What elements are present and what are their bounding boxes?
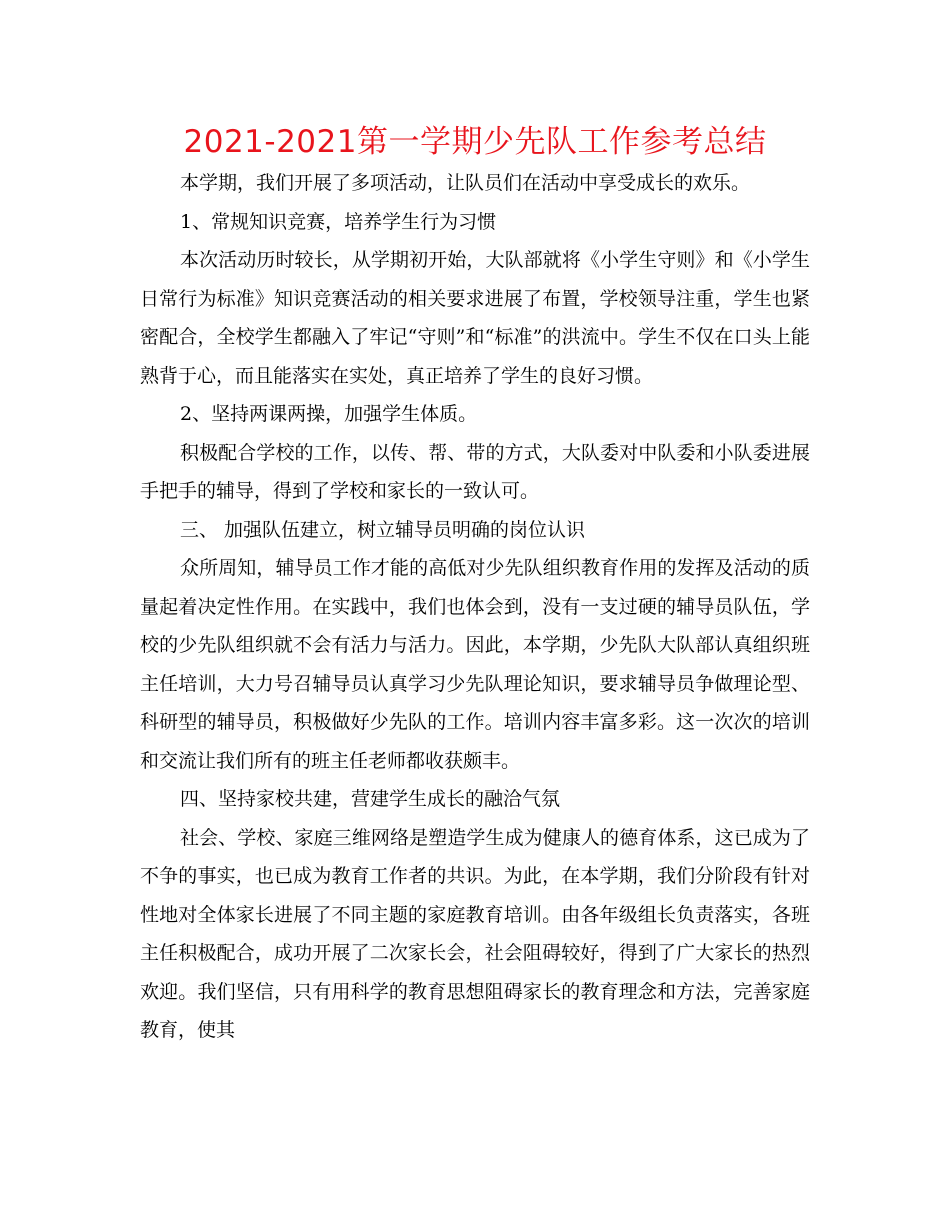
section-heading-1: 1、常规知识竞赛，培养学生行为习惯 [180,210,497,233]
document-body [140,164,810,1050]
document-title: 2021-2021第一学期少先队工作参考总结 [183,124,767,160]
paragraph-section-4: 社会、学校、家庭三维网络是塑造学生成为健康人的德育体系，这已成为了不争的事实，也已成为教育工作者的共识。为此，在本学期，我们分阶段有针对性地对全体家长进展了不同主题的家庭教育培训。由各年级组长负责落实，各班主任积极配合，成功开展了二次家长会，社会阻碍较好，得到了广大家长的热烈欢迎。我们坚信，只有用科学的教育思想阻碍家长的教育理念和方法，完善家庭教育，使其 [140,826,810,1041]
paragraph-section-1: 本次活动历时较长，从学期初开始，大队部就将《小学生守则》和《小学生日常行为标准》知识竞赛活动的相关要求进展了布置，学校领导注重，学生也紧密配合，全校学生都融入了牢记“守则”和“标准”的洪流中。学生不仅在口头上能熟背于心，而且能落实在实处，真正培养了学生的良好习惯。 [140,249,810,387]
section-heading-2: 2、坚持两课两操，加强学生体质。 [180,403,478,425]
section-heading-3: 三、 加强队伍建立，树立辅导员明确的岗位认识 [180,518,586,541]
paragraph-section-3: 众所周知，辅导员工作才能的高低对少先队组织教育作用的发挥及活动的质量起着决定性作用。在实践中，我们也体会到，没有一支过硬的辅导员队伍，学校的少先队组织就不会有活力与活力。因此，本学期，少先队大队部认真组织班主任培训，大力号召辅导员认真学习少先队理论知识，要求辅导员争做理论型、科研型的辅导员，积极做好少先队的工作。培训内容丰富多彩。这一次次的培训和交流让我们所有的班主任老师都收获颇丰。 [140,557,810,772]
paragraph-intro: 本学期，我们开展了多项活动，让队员们在活动中享受成长的欢乐。 [180,172,751,194]
paragraph-section-2: 积极配合学校的工作，以传、帮、带的方式，大队委对中队委和小队委进展手把手的辅导，得到了学校和家长的一致认可。 [140,441,810,502]
section-heading-4: 四、坚持家校共建，营建学生成长的融洽气氛 [180,788,561,810]
